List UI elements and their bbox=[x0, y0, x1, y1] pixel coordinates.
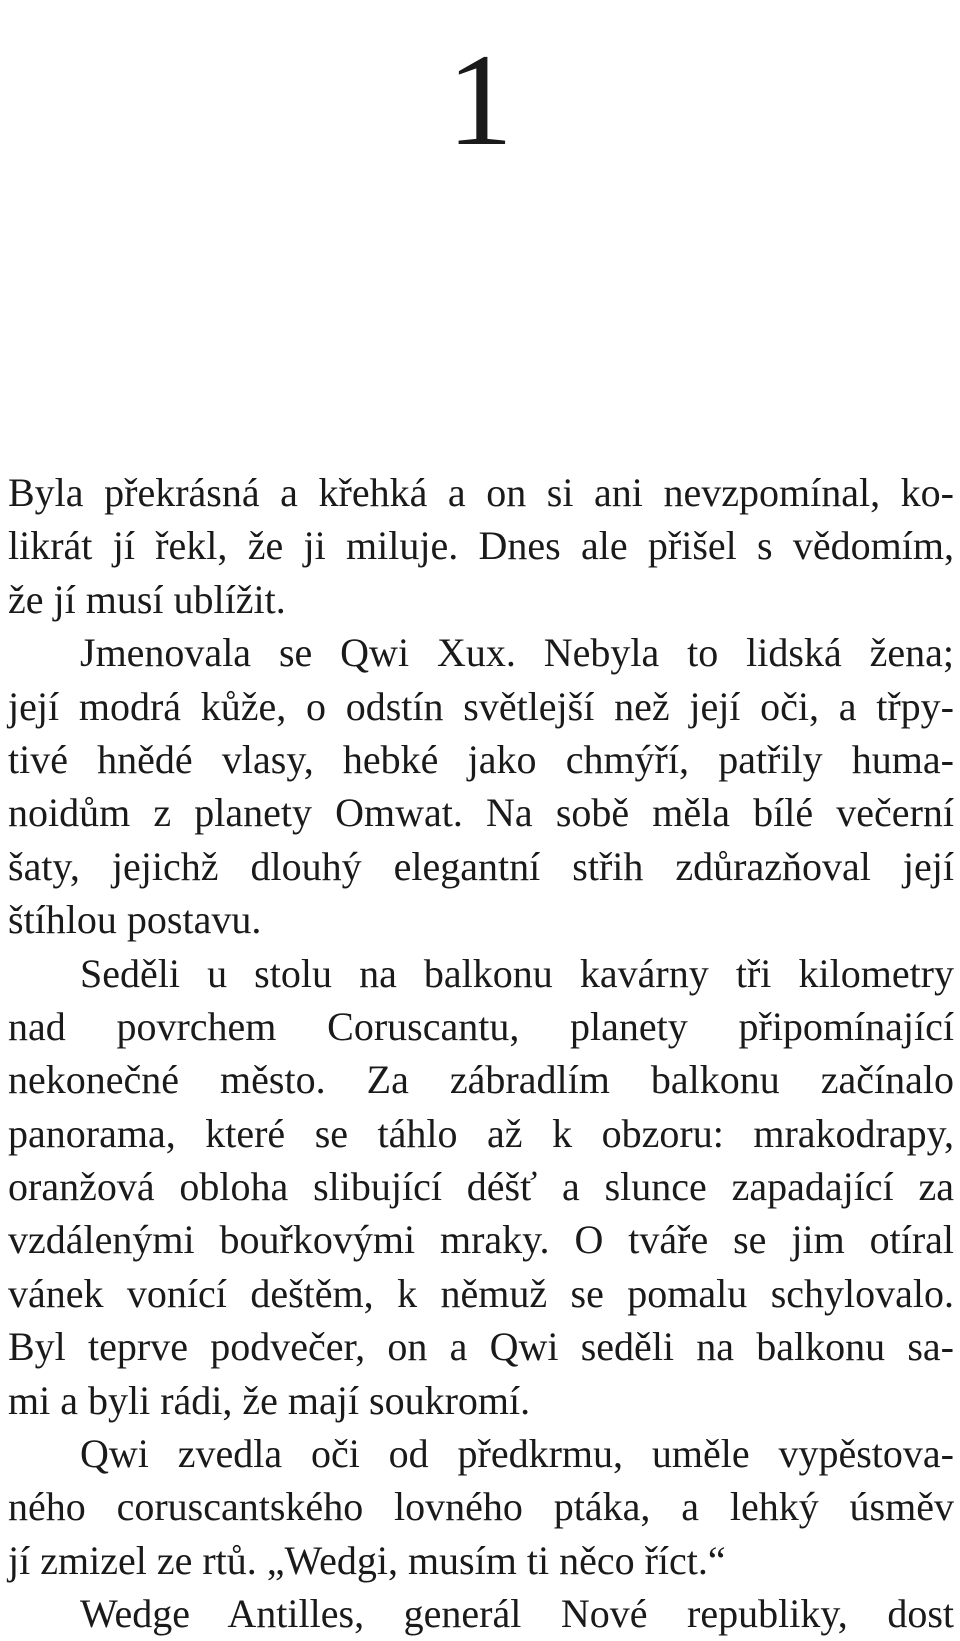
text-line: noidům z planety Omwat. Na sobě měla bílé večerní bbox=[8, 790, 954, 836]
text-line: Byl teprve podvečer, on a Qwi seděli na balkonu sa- bbox=[8, 1324, 954, 1370]
text-line: ného coruscantského lovného ptáka, a lehký úsměv bbox=[8, 1484, 954, 1530]
text-line: Wedge Antilles, generál Nové republiky, dost bbox=[80, 1591, 954, 1637]
text-line: oranžová obloha slibující déšť a slunce zapadající za bbox=[8, 1164, 954, 1210]
text-line: vánek vonící deštěm, k němuž se pomalu schylovalo. bbox=[8, 1270, 954, 1316]
text-line: tivé hnědé vlasy, hebké jako chmýří, patřily huma- bbox=[8, 736, 954, 782]
text-line: panorama, které se táhlo až k obzoru: mrakodrapy, bbox=[8, 1110, 954, 1156]
text-line: Qwi zvedla oči od předkrmu, uměle vypěstova- bbox=[80, 1431, 954, 1477]
text-line: Byla překrásná a křehká a on si ani nevzpomínal, ko- bbox=[8, 470, 954, 515]
text-line: nekonečné město. Za zábradlím balkonu začínalo bbox=[8, 1057, 954, 1103]
text-line: jí zmizel ze rtů. „Wedgi, musím ti něco říct.“ bbox=[8, 1537, 726, 1583]
chapter-number: 1 bbox=[447, 26, 513, 173]
text-line: mi a byli rádi, že mají soukromí. bbox=[8, 1377, 531, 1423]
text-line: její modrá kůže, o odstín světlejší než její oči, a třpy- bbox=[8, 683, 954, 729]
text-line: Seděli u stolu na balkonu kavárny tři kilometry bbox=[80, 950, 954, 996]
text-line: Jmenovala se Qwi Xux. Nebyla to lidská žena; bbox=[80, 630, 954, 676]
body-text bbox=[8, 466, 954, 1641]
text-line: štíhlou postavu. bbox=[8, 897, 262, 943]
text-line: likrát jí řekl, že ji miluje. Dnes ale přišel s vědomím, bbox=[8, 523, 954, 569]
text-line: nad povrchem Coruscantu, planety připomínající bbox=[8, 1003, 954, 1049]
text-line: šaty, jejichž dlouhý elegantní střih zdůrazňoval její bbox=[8, 843, 954, 889]
text-line: že jí musí ublížit. bbox=[8, 576, 286, 622]
text-line: vzdálenými bouřkovými mraky. O tváře se jim otíral bbox=[8, 1217, 954, 1263]
